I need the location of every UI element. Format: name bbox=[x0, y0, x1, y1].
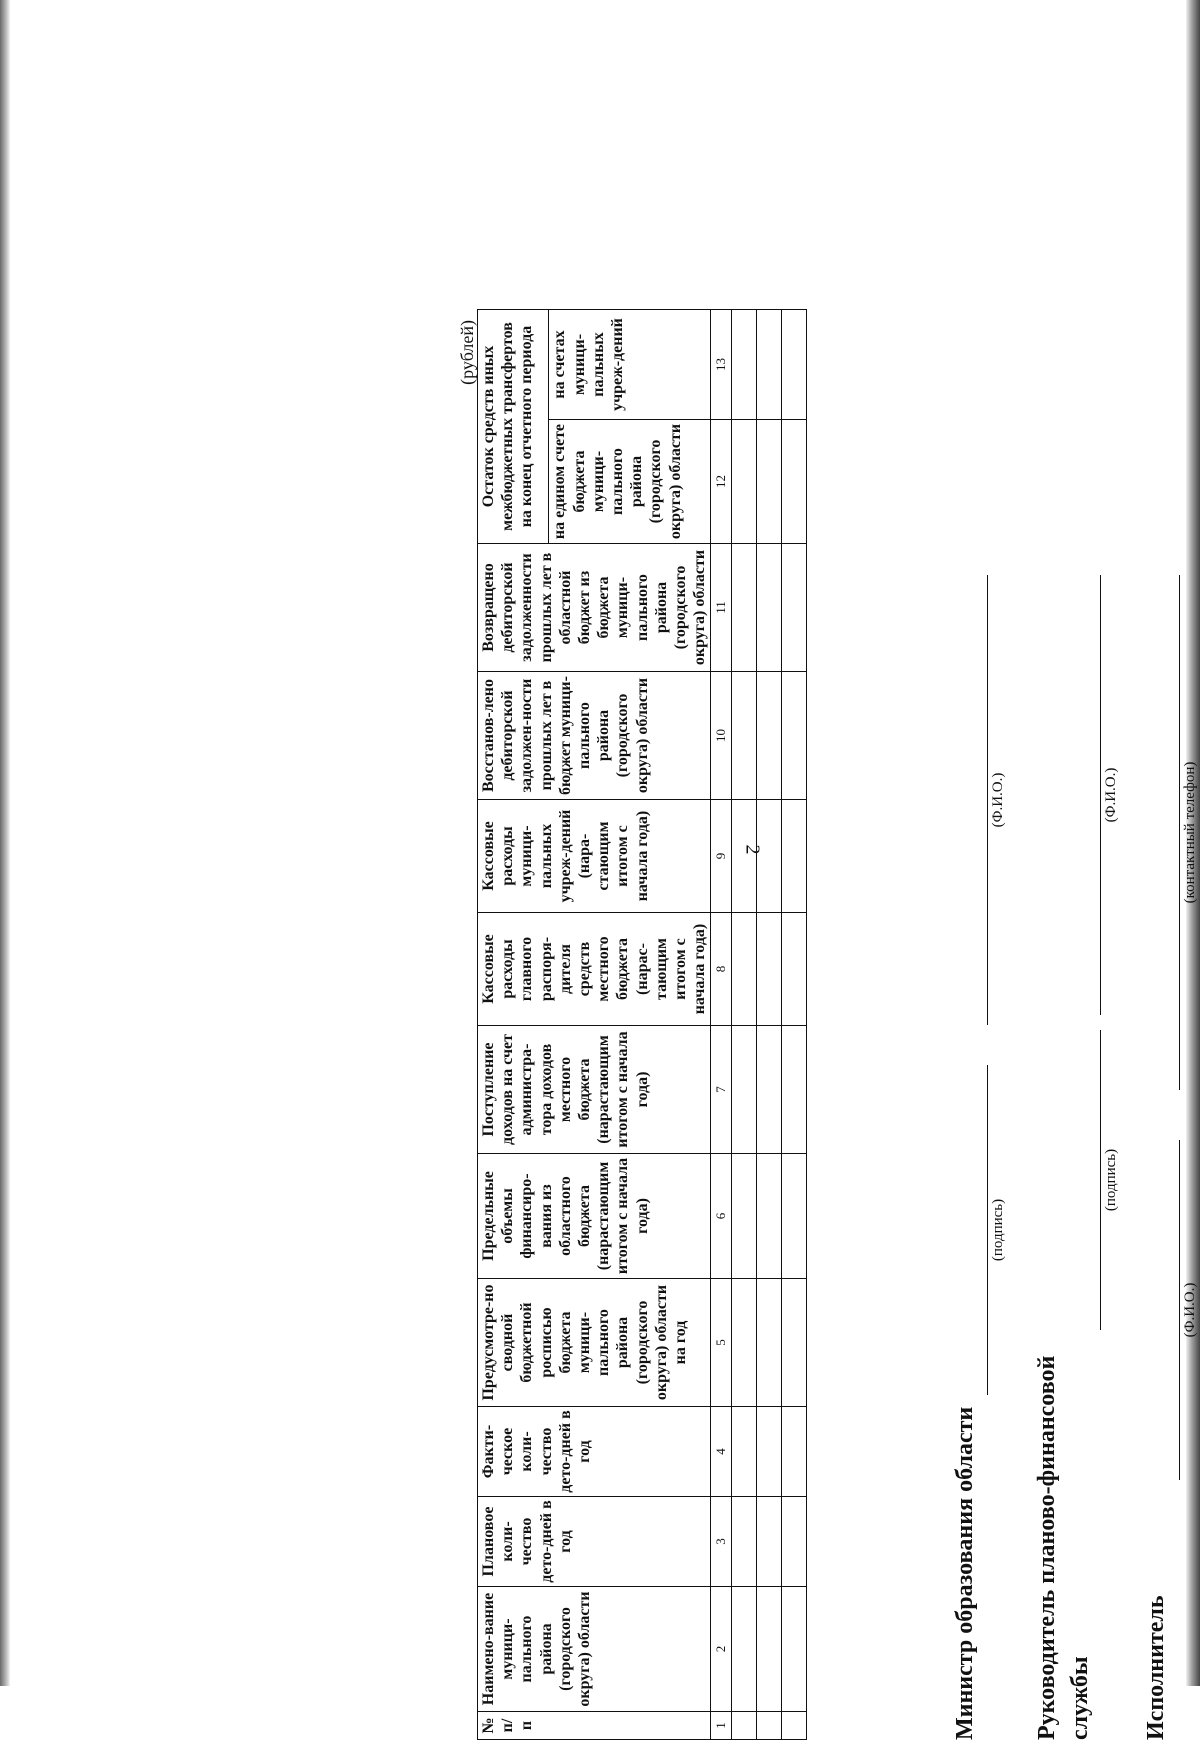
report-table bbox=[477, 309, 807, 1740]
col-number: 1 bbox=[711, 1712, 732, 1740]
header-col-5: Предусмотре-но сводной бюджетной росписью бюджета муници-пального района (городского округа) области на год bbox=[478, 1279, 711, 1407]
minister-title: Министр образования области bbox=[952, 1406, 978, 1740]
minister-signature-line bbox=[987, 1065, 988, 1395]
header-row bbox=[478, 309, 549, 1739]
minister-signature-caption: (подпись) bbox=[990, 1198, 1006, 1262]
head-signature-caption: (подпись) bbox=[1103, 1148, 1119, 1212]
executor-name-caption: (Ф.И.О.) bbox=[1182, 1282, 1198, 1338]
executor-phone-line bbox=[1179, 575, 1180, 1090]
executor-title: Исполнитель bbox=[1143, 1595, 1169, 1740]
col-number: 7 bbox=[711, 1026, 732, 1154]
col-number: 9 bbox=[711, 800, 732, 913]
head-name-caption: (Ф.И.О.) bbox=[1103, 767, 1119, 823]
header-col-4: Факти-ческое коли-чество дето-дней в год bbox=[478, 1407, 711, 1497]
header-col-12: на едином счете бюджета муници-пального района (городского округа) области bbox=[549, 420, 711, 544]
col-number: 10 bbox=[711, 672, 732, 800]
head-signature-line bbox=[1100, 1030, 1101, 1330]
table-row bbox=[732, 309, 757, 1739]
col-number: 11 bbox=[711, 544, 732, 672]
col-number: 12 bbox=[711, 420, 732, 544]
page-number: 2 bbox=[741, 844, 764, 855]
col-number: 6 bbox=[711, 1154, 732, 1279]
rotated-page-content bbox=[455, 310, 1200, 1750]
column-number-row bbox=[711, 309, 732, 1739]
table-row bbox=[782, 309, 807, 1739]
col-number: 4 bbox=[711, 1407, 732, 1497]
header-col-11: Возвращено дебиторской задолженности прошлых лет в областной бюджет из бюджета муници-пального района (городского округа) области bbox=[478, 544, 711, 672]
header-col-1: № п/п bbox=[478, 1712, 711, 1740]
minister-name-caption: (Ф.И.О.) bbox=[990, 772, 1006, 828]
header-group-balance: Остаток средств иных межбюджетных трансфертов на конец отчетного периода bbox=[478, 309, 549, 543]
col-number: 2 bbox=[711, 1587, 732, 1712]
head-title-line1: Руководитель планово-финансовой bbox=[1034, 1355, 1060, 1740]
header-col-7: Поступление доходов на счет администра-тора доходов местного бюджета (нарастающим итогом с начала года) bbox=[478, 1026, 711, 1154]
header-col-8: Кассовые расходы главного распоря-дителя средств местного бюджета (нарас-тающим итогом с начала года) bbox=[478, 913, 711, 1026]
header-col-9: Кассовые расходы муници-пальных учреж-дений (нара-стающим итогом с начала года) bbox=[478, 800, 711, 913]
col-number: 13 bbox=[711, 309, 732, 419]
col-number: 3 bbox=[711, 1497, 732, 1587]
scan-edge-left bbox=[0, 0, 10, 1686]
col-number: 5 bbox=[711, 1279, 732, 1407]
head-title-line2: службы bbox=[1067, 1656, 1093, 1740]
executor-name-line bbox=[1179, 1140, 1180, 1480]
table-row bbox=[757, 309, 782, 1739]
head-name-line bbox=[1100, 575, 1101, 1015]
header-col-6: Предельные объемы финансиро-вания из областного бюджета (нарастающим итогом с начала года) bbox=[478, 1154, 711, 1279]
executor-phone-caption: (контактный телефон) bbox=[1182, 761, 1198, 904]
units-label: (рублей) bbox=[457, 320, 477, 385]
header-col-10: Восстанов-лено дебиторской задолжен-ности прошлых лет в бюджет муници-пального района (городского округа) области bbox=[478, 672, 711, 800]
header-col-13: на счетах муници-пальных учреж-дений bbox=[549, 309, 711, 419]
col-number: 8 bbox=[711, 913, 732, 1026]
header-col-2: Наимено-вание муници-пального района (городского округа) области bbox=[478, 1587, 711, 1712]
header-col-3: Плановое коли-чество дето-дней в год bbox=[478, 1497, 711, 1587]
minister-name-line bbox=[987, 575, 988, 1025]
